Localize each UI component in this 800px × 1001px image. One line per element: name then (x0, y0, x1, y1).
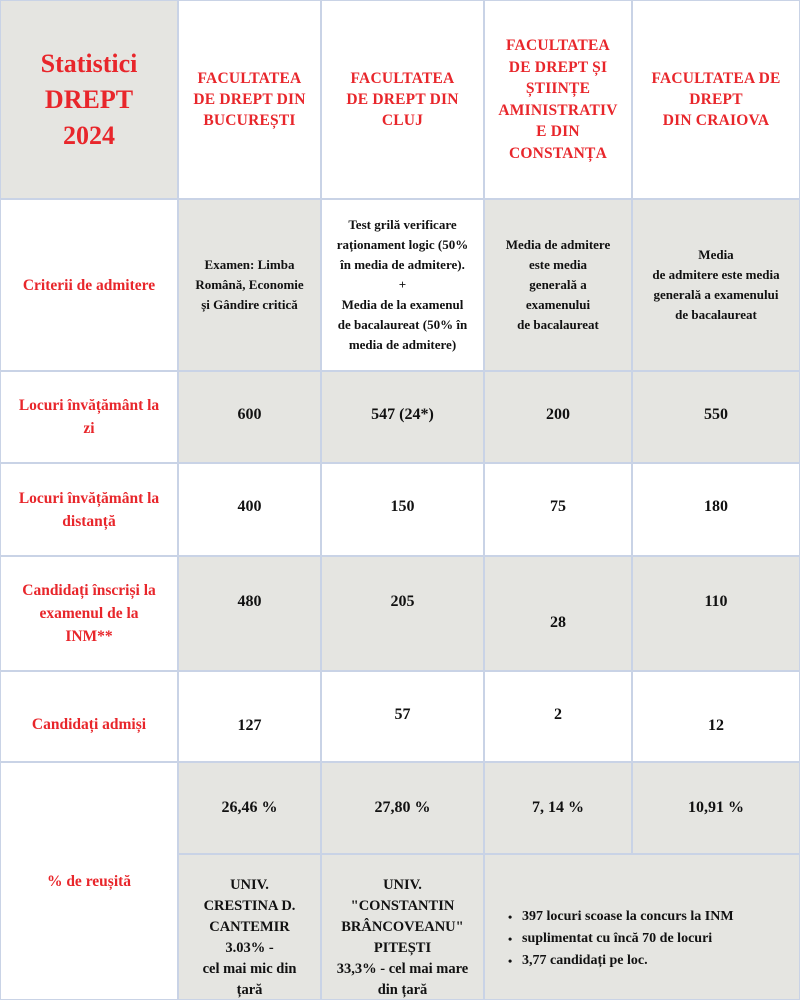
faculty-header-constanta (484, 0, 632, 199)
criterii-cluj (321, 199, 484, 371)
criteria-line: raționament logic (50% (336, 237, 469, 252)
criteria-line: Media de admitere (505, 237, 611, 252)
criteria-line: Română, Economie (195, 277, 304, 292)
reusita-cluj: 27,80 % (321, 762, 484, 854)
title-line: 2024 (62, 120, 115, 150)
faculty-line: FACULTATEA DE (651, 70, 781, 87)
row-label-candidati-admisi (0, 671, 178, 762)
locuri-distanta-cluj: 150 (321, 463, 484, 556)
inm-notes-list (510, 906, 734, 972)
row-label-locuri-distanta (0, 463, 178, 556)
note-line: PITEȘTI (373, 940, 432, 956)
reusita-constanta: 7, 14 % (484, 762, 632, 854)
faculty-header-craiova (632, 0, 800, 199)
locuri-distanta-craiova: 180 (632, 463, 800, 556)
faculty-line: DE DREPT ȘI (508, 58, 608, 76)
criteria-line: în media de admitere). (340, 257, 465, 272)
note-line: UNIV. (383, 877, 422, 893)
row-label: Candidați admiși (31, 716, 147, 733)
note-line: "CONSTANTIN (350, 898, 455, 914)
note-line: țară (236, 982, 263, 998)
locuri-zi-craiova: 550 (632, 371, 800, 463)
faculty-line: CLUJ (381, 112, 424, 129)
locuri-zi-cluj: 547 (24*) (321, 371, 484, 463)
note-line: CANTEMIR (209, 919, 290, 935)
faculty-header-bucuresti (178, 0, 321, 199)
title-line: Statistici (40, 48, 138, 78)
criteria-line: de bacalaureat (50% în (337, 317, 468, 332)
row-label-locuri-zi (0, 371, 178, 463)
note-line: cel mai mic din (202, 961, 297, 977)
admisi-cluj: 57 (321, 671, 484, 762)
faculty-line: CONSTANȚA (509, 144, 607, 162)
criteria-line: de bacalaureat (675, 307, 757, 322)
criteria-line: + (398, 277, 407, 292)
criteria-line: Examen: Limba (204, 257, 295, 272)
note-line: CRESTINA D. (203, 898, 296, 914)
inscrisi-cluj: 205 (321, 556, 484, 671)
criteria-line: de admitere este media (652, 267, 780, 282)
row-label: % de reușită (46, 872, 132, 890)
inscrisi-bucuresti: 480 (178, 556, 321, 671)
row-label-line: examenul de la (39, 605, 139, 622)
reusita-craiova: 10,91 % (632, 762, 800, 854)
inm-note-item: • 3,77 candidați pe loc. (510, 950, 734, 972)
criterii-craiova (632, 199, 800, 371)
inscrisi-craiova: 110 (632, 556, 800, 671)
locuri-distanta-bucuresti: 400 (178, 463, 321, 556)
page-title (41, 46, 138, 154)
faculty-line: AMINISTRATIV (498, 101, 618, 119)
faculty-line: FACULTATEA (350, 70, 455, 87)
row-label-line: zi (83, 420, 95, 437)
criteria-line: Media (698, 247, 734, 262)
min-success-note (178, 854, 321, 1000)
criterii-bucuresti (178, 199, 321, 371)
reusita-bucuresti: 26,46 % (178, 762, 321, 854)
row-label-line: distanță (62, 512, 116, 530)
note-line: 3.03% - (225, 940, 274, 956)
admisi-constanta: 2 (484, 671, 632, 762)
inscrisi-constanta: 28 (484, 556, 632, 671)
faculty-line: FACULTATEA (197, 70, 302, 87)
faculty-line: E DIN (536, 123, 580, 140)
faculty-line: DE DREPT DIN (193, 91, 306, 108)
title-cell (0, 0, 178, 199)
criteria-line: Media de la examenul (341, 297, 464, 312)
faculty-line: BUCUREȘTI (203, 112, 296, 129)
faculty-line: DE DREPT DIN (346, 91, 459, 108)
inm-note-item: • suplimentat cu încă 70 de locuri (510, 928, 734, 950)
row-label-line: INM** (65, 628, 113, 645)
note-line: 33,3% - cel mai mare (336, 961, 469, 977)
row-label-criterii (0, 199, 178, 371)
criteria-line: examenului (525, 297, 591, 312)
max-success-note (321, 854, 484, 1000)
criterii-constanta (484, 199, 632, 371)
note-line: UNIV. (230, 877, 269, 893)
criteria-line: este media (528, 257, 588, 272)
locuri-distanta-constanta: 75 (484, 463, 632, 556)
row-label-candidati-inscrisi (0, 556, 178, 671)
criteria-line: media de admitere) (348, 337, 457, 352)
criteria-line: generală a (529, 277, 587, 292)
inm-note-item: • 397 locuri scoase la concurs la INM (510, 906, 734, 928)
criteria-line: generală a examenului (653, 287, 779, 302)
title-line: DREPT (44, 84, 134, 114)
faculty-line: FACULTATEA (506, 37, 610, 54)
note-line: BRÂNCOVEANU" (341, 919, 464, 935)
criteria-line: de bacalaureat (517, 317, 599, 332)
admisi-craiova: 12 (632, 671, 800, 762)
note-line: din țară (377, 982, 428, 998)
row-label-line: Locuri învățământ la (18, 489, 160, 507)
criteria-line: Test grilă verificare (348, 217, 457, 232)
locuri-zi-bucuresti: 600 (178, 371, 321, 463)
row-label-reusita (0, 762, 178, 1000)
row-label: Criterii de admitere (22, 276, 156, 294)
criteria-line: și Gândire critică (201, 297, 298, 312)
faculty-line: DREPT (689, 91, 743, 108)
admisi-bucuresti: 127 (178, 671, 321, 762)
faculty-header-cluj (321, 0, 484, 199)
row-label-line: Candidați înscriși la (22, 582, 156, 599)
faculty-line: ȘTIINȚE (525, 80, 591, 97)
faculty-line: DIN CRAIOVA (662, 112, 770, 129)
locuri-zi-constanta: 200 (484, 371, 632, 463)
row-label-line: Locuri învățământ la (18, 397, 160, 414)
